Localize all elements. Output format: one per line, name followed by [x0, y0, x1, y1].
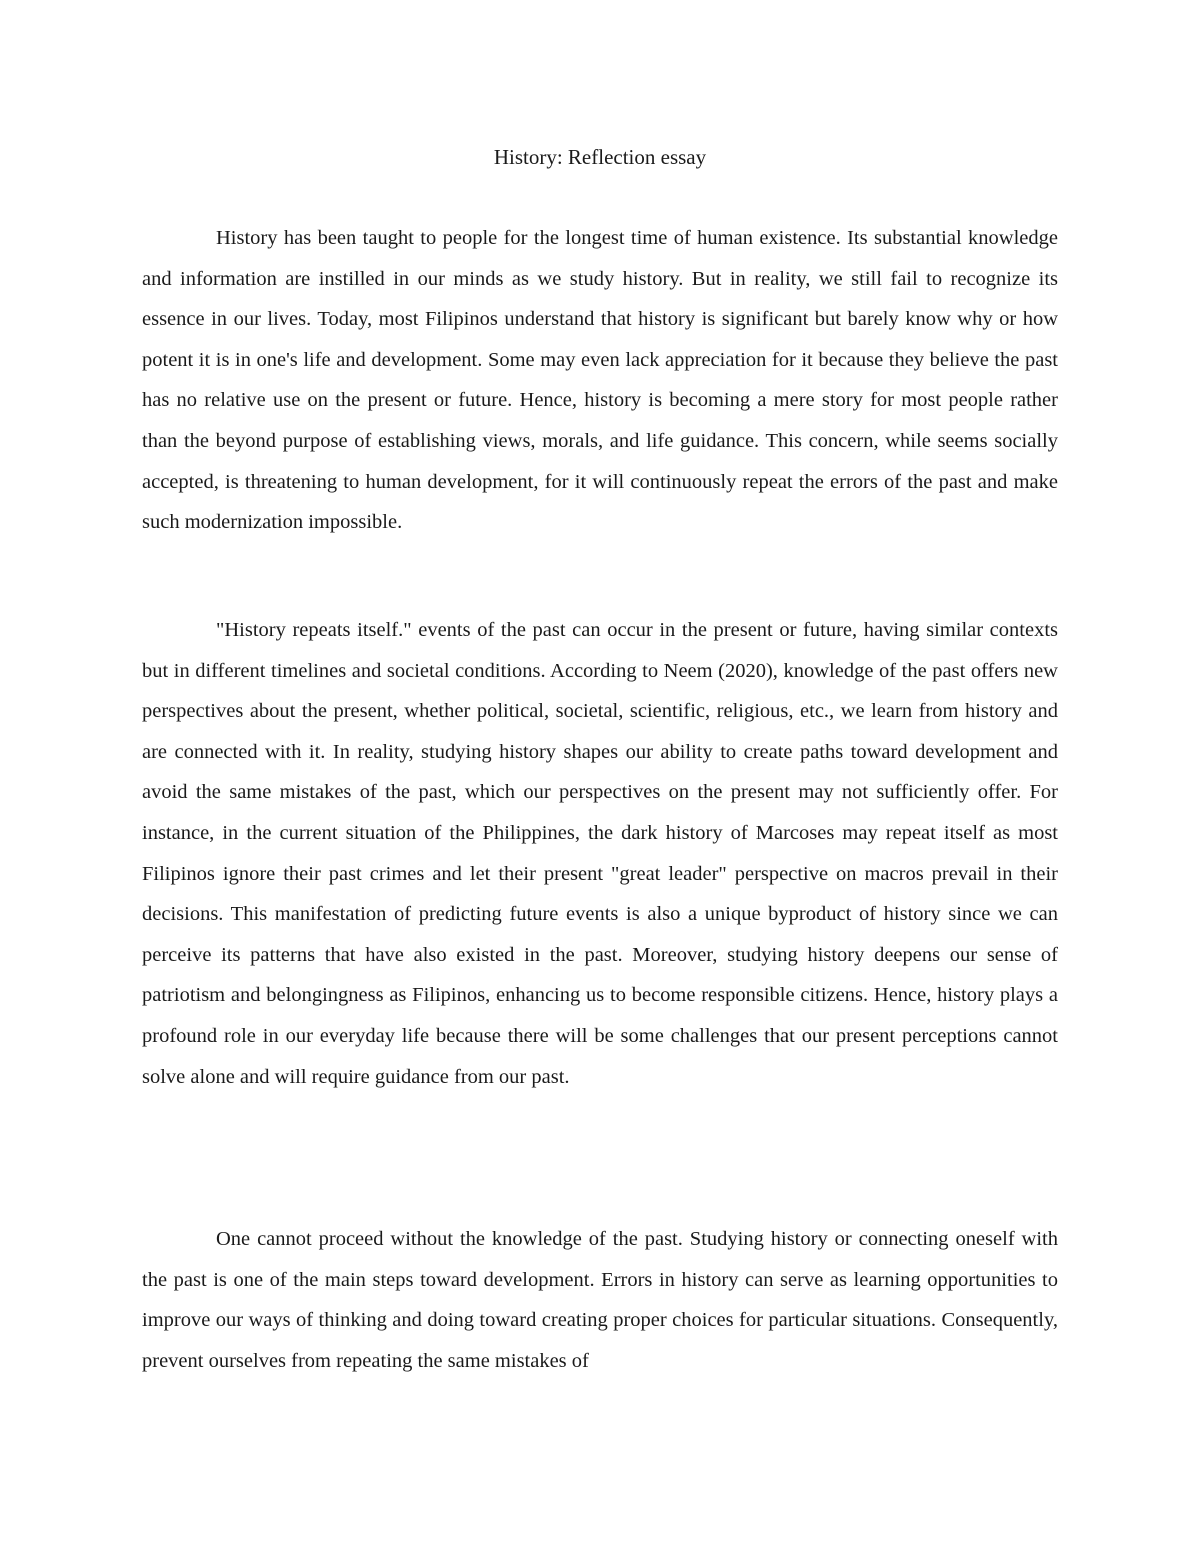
- paragraph-3: One cannot proceed without the knowledge of the past. Studying history or connecting oneself with the past is one of the main steps toward development. Errors in history can serve as learning opportunities to improve our ways of thinking and doing toward creating proper choices for particular situations. Consequently, prevent ourselves from repeating the same mistakes of: [142, 1228, 1058, 1372]
- paragraph-1: History has been taught to people for the longest time of human existence. Its substantial knowledge and information are instilled in our minds as we study history. But in reality, we still fail to recognize its essence in our lives. Today, most Filipinos understand that history is significant but barely know why or how potent it is in one's life and development. Some may even lack appreciation for it because they believe the past has no relative use on the present or future. Hence, history is becoming a mere story for most people rather than the beyond purpose of establishing views, morals, and life guidance. This concern, while seems socially accepted, is threatening to human development, for it will continuously repeat the errors of the past and make such modernization impossible.: [142, 227, 1058, 534]
- paragraph-2: "History repeats itself." events of the past can occur in the present or future, having similar contexts but in different timelines and societal conditions. According to Neem (2020), knowledge of the past offers new perspectives about the present, whether political, societal, scientific, religious, etc., we learn from history and are connected with it. In reality, studying history shapes our ability to create paths toward development and avoid the same mistakes of the past, which our perspectives on the present may not sufficiently offer. For instance, in the current situation of the Philippines, the dark history of Marcoses may repeat itself as most Filipinos ignore their past crimes and let their present "great leader" perspective on macros prevail in their decisions. This manifestation of predicting future events is also a unique byproduct of history since we can perceive its patterns that have also existed in the past. Moreover, studying history deepens our sense of patriotism and belongingness as Filipinos, enhancing us to become responsible citizens. Hence, history plays a profound role in our everyday life because there will be some challenges that our present perceptions cannot solve alone and will require guidance from our past.: [142, 619, 1058, 1088]
- document-title: History: Reflection essay: [493, 145, 707, 169]
